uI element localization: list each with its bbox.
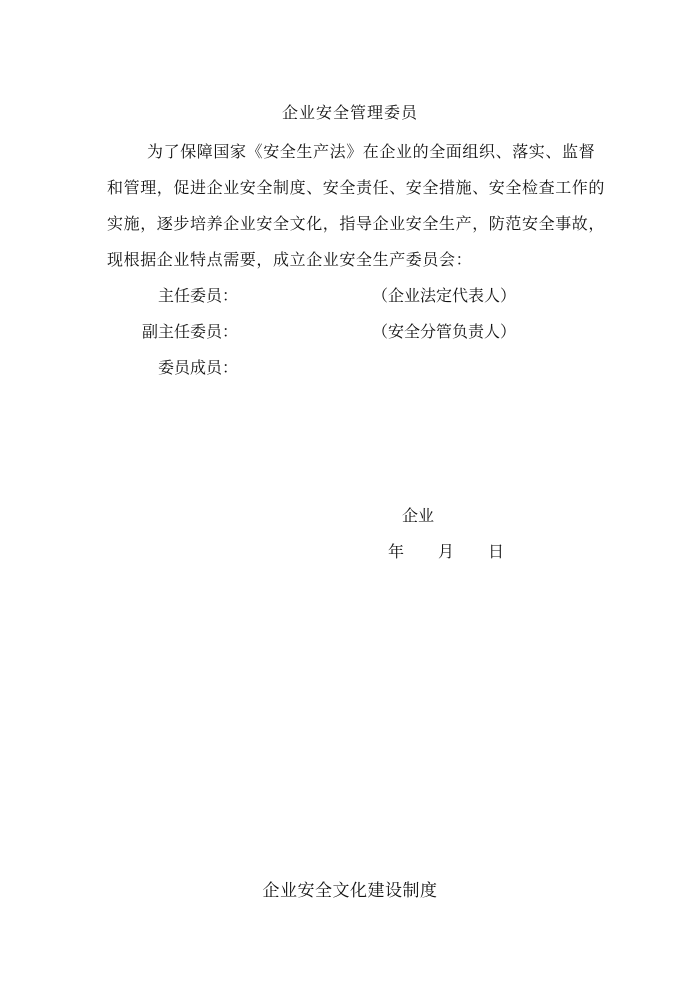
next-section-title: 企业安全文化建设制度 <box>262 881 438 901</box>
member-label: 主任委员： <box>157 286 238 305</box>
month-label: 月 <box>438 542 455 561</box>
signature-date <box>388 538 504 566</box>
member-row-members <box>0 350 700 386</box>
day-label: 日 <box>488 542 505 561</box>
paragraph-line: 为了保障国家《安全生产法》在企业的全面组织、落实、监督 <box>147 142 596 161</box>
member-value: （安全分管负责人） <box>372 322 517 341</box>
signature-company: 企业 <box>402 506 435 525</box>
member-row-deputy-director <box>0 314 700 350</box>
intro-paragraph <box>107 134 607 278</box>
paragraph-line: 和管理，促进企业安全制度、安全责任、安全措施、安全检查工作的 <box>107 178 606 197</box>
member-label: 委员成员： <box>157 358 238 377</box>
member-label: 副主任委员： <box>141 322 238 341</box>
member-row-director <box>0 278 700 314</box>
paragraph-line: 实施，逐步培养企业安全文化，指导企业安全生产，防范安全事故， <box>107 214 606 233</box>
document-title: 企业安全管理委员 <box>281 103 418 122</box>
member-value: （企业法定代表人） <box>372 286 517 305</box>
year-label: 年 <box>388 542 405 561</box>
paragraph-line: 现根据企业特点需要，成立企业安全生产委员会： <box>107 250 473 269</box>
